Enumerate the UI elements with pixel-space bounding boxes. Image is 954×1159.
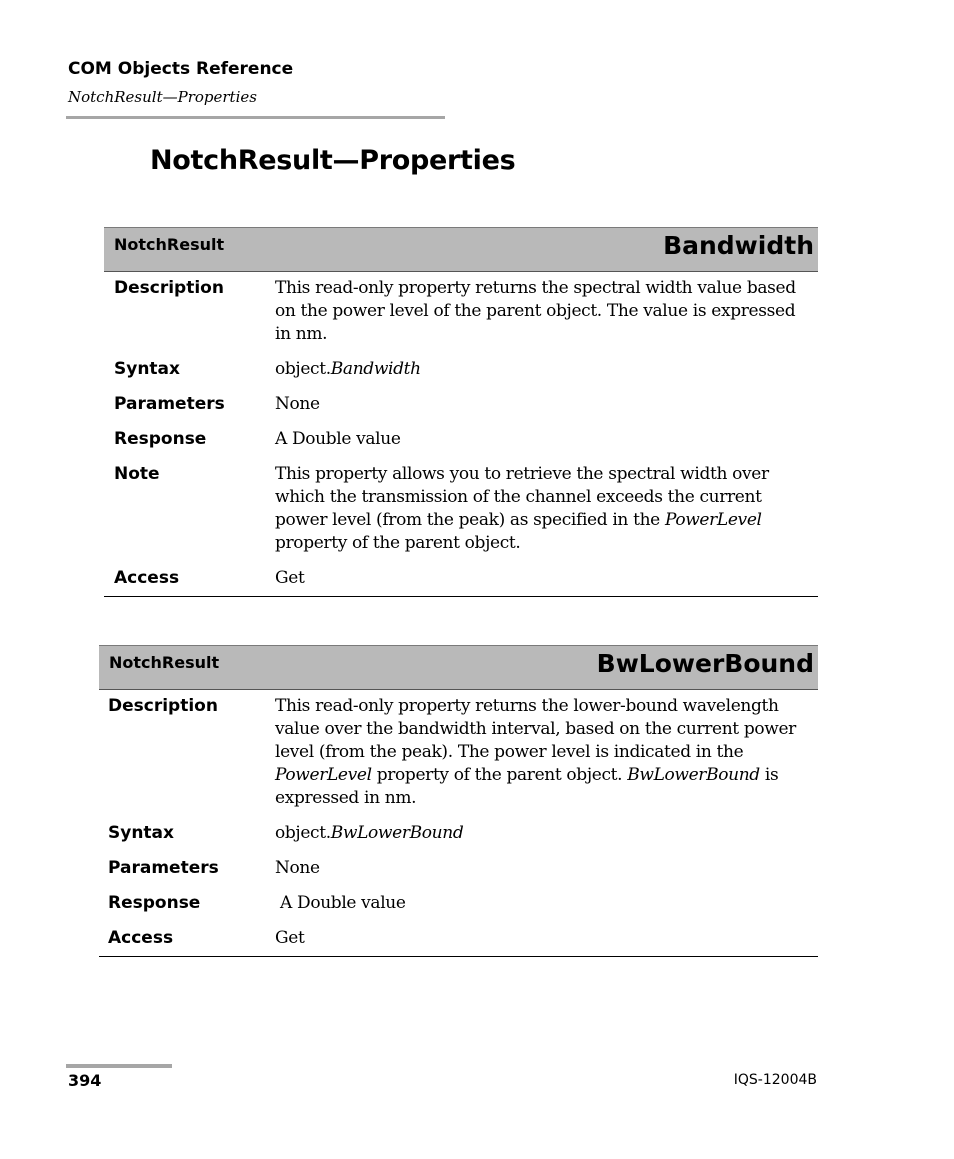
property-table-bwlowerbound xyxy=(99,645,818,957)
property-table-header xyxy=(104,227,818,272)
property-rows xyxy=(99,690,818,956)
header-divider xyxy=(66,116,445,119)
row-value: This read-only property returns the spectral width value based on the power level of the parent object. The value is expressed in nm. xyxy=(275,278,796,344)
row-label: Description xyxy=(108,696,218,716)
property-row-syntax xyxy=(104,358,818,381)
row-value: This read-only property returns the lower-bound wavelength value over the bandwidth interval, based on the current power level (from the peak). The power level is indicated in the PowerLevel property of the parent object. BwLowerBound is expressed in nm. xyxy=(275,696,796,808)
running-header-title: COM Objects Reference xyxy=(68,59,294,79)
row-value: A Double value xyxy=(275,893,406,913)
property-table-bandwidth xyxy=(104,227,818,597)
property-row-response xyxy=(104,428,818,451)
row-label: Note xyxy=(114,464,160,484)
object-name: NotchResult xyxy=(114,235,225,254)
row-label: Response xyxy=(114,429,207,449)
row-value: None xyxy=(275,858,320,878)
row-value: None xyxy=(275,394,320,414)
document-code: IQS-12004B xyxy=(733,1072,817,1088)
row-label: Syntax xyxy=(108,823,174,843)
property-row-description xyxy=(99,695,818,810)
property-row-parameters xyxy=(104,393,818,416)
row-value: Get xyxy=(275,568,305,588)
row-value: A Double value xyxy=(275,429,401,449)
object-name: NotchResult xyxy=(109,653,220,672)
row-label: Access xyxy=(114,568,180,588)
property-rows xyxy=(104,272,818,596)
property-name: BwLowerBound xyxy=(596,649,814,678)
property-row-syntax xyxy=(99,822,818,845)
property-row-parameters xyxy=(99,857,818,880)
property-row-description xyxy=(104,277,818,346)
footer-divider xyxy=(66,1064,172,1068)
row-label: Description xyxy=(114,278,224,298)
row-value: Get xyxy=(275,928,305,948)
row-label: Parameters xyxy=(108,858,219,878)
row-label: Access xyxy=(108,928,174,948)
row-value: object.BwLowerBound xyxy=(275,823,464,843)
page-title: NotchResult—Properties xyxy=(150,145,516,176)
property-row-access xyxy=(99,927,818,950)
row-value: object.Bandwidth xyxy=(275,359,421,379)
row-label: Parameters xyxy=(114,394,225,414)
property-row-response xyxy=(99,892,818,915)
property-row-note xyxy=(104,463,818,555)
page-number: 394 xyxy=(68,1071,102,1090)
property-name: Bandwidth xyxy=(663,231,814,260)
property-row-access xyxy=(104,567,818,590)
row-value: This property allows you to retrieve the spectral width over which the transmission of the channel exceeds the current power level (from the peak) as specified in the PowerLevel property of the parent object. xyxy=(275,464,769,553)
property-table-header xyxy=(99,645,818,690)
row-label: Syntax xyxy=(114,359,180,379)
row-label: Response xyxy=(108,893,201,913)
running-header-subtitle: NotchResult—Properties xyxy=(68,88,257,106)
